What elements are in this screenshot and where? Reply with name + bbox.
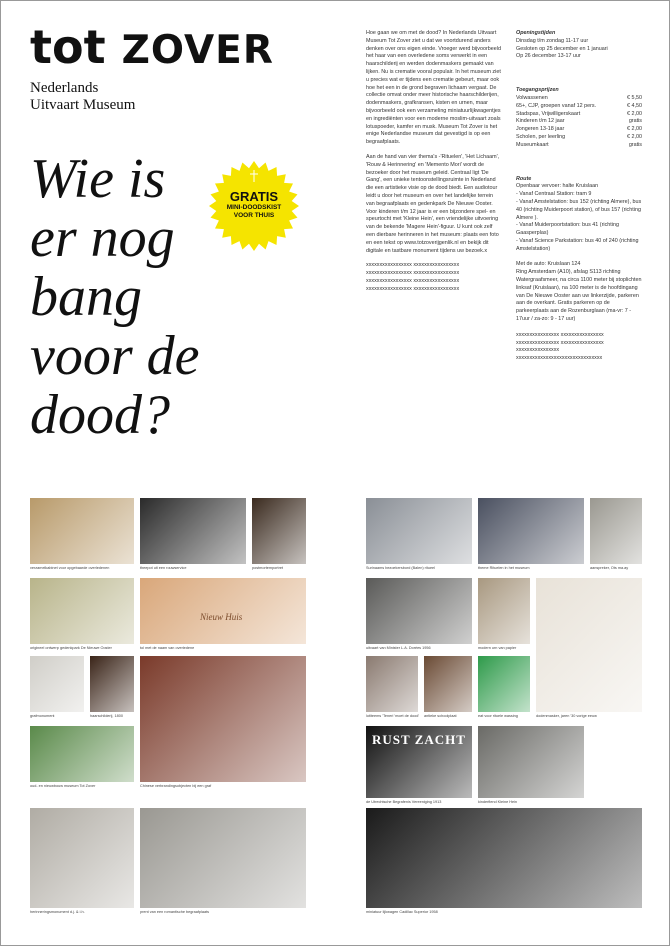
photo-p4 bbox=[366, 498, 472, 564]
price-value: € 2,00 bbox=[627, 133, 642, 140]
price-row bbox=[516, 134, 642, 142]
photo-p21 bbox=[30, 808, 134, 908]
price-row bbox=[516, 95, 642, 103]
photo-caption: miniatuur lijkwagen Cadillac Superior 1958 bbox=[366, 910, 438, 914]
photo-p18 bbox=[30, 726, 134, 782]
price-row bbox=[516, 118, 642, 126]
photo-caption: origineel ontwerp gedenkpark De Nieuwe Ooster bbox=[30, 646, 112, 650]
gratis-badge[interactable] bbox=[208, 160, 300, 252]
headline-line: er nog bbox=[30, 207, 175, 269]
photo-caption: Surinaams bezoekersbord (Balen) ritueel bbox=[366, 566, 436, 570]
photo-caption: antieke schoolplaat bbox=[424, 714, 457, 718]
price-value: € 5,50 bbox=[627, 94, 642, 101]
opening-section bbox=[516, 30, 642, 61]
subtitle-line2: Uitvaart Museum bbox=[30, 97, 136, 113]
photo-caption: oud- en nieuwbouw museum Tot Zover bbox=[30, 784, 96, 788]
photo-caption: grafmonument bbox=[30, 714, 55, 718]
photo-caption: kinderfiend Kleine Hein bbox=[478, 800, 518, 804]
badge-line3: VOOR THUIS bbox=[233, 212, 275, 219]
photo-p12 bbox=[30, 656, 84, 712]
badge-line2: MINI-DOODSKIST bbox=[226, 204, 282, 211]
price-row bbox=[516, 111, 642, 119]
prices-section bbox=[516, 87, 642, 149]
intro-paragraph: Hoe gaan we om met de dood? In Nederlands Uitvaart Museum Tot Zover ziet u dat we voortdurend anders denken over ons eigen einde. Vroeger werd bijvoorbeeld het haar van een overledene soms verwerkt in een haarschilderij en werden dodenmaskers gemaakt van lijken. Nu is crematie vooral populair. In het museum ziet u precies wat er tijdens een crematie gebeurt, maar ook hoe het een in de grond begraven lichaam vergaat. De collectie omvat onder meer historische haarschilderijen, dodenmaskers, grafkransen, kisten en urnen, maar bijvoorbeeld ook een verzameling miniatuurlijkwagentjes en ingrediënten voor een moderne moslim-uitvaart zoals lotuspoeder, kamfer en musk. Museum Tot Zover is het enige Nederlandse museum dat gevestigd is op een begraafplaats. bbox=[366, 30, 501, 146]
photo-p17 bbox=[478, 656, 530, 712]
photo-p14 bbox=[140, 656, 306, 782]
price-value: gratis bbox=[628, 118, 642, 125]
route-line: Openbaar vervoer: halte Kruislaan bbox=[516, 183, 599, 190]
photo-caption: postmortemportret bbox=[252, 566, 284, 570]
logo bbox=[30, 22, 274, 76]
route-line: - Vanaf Amstelstation: bus 152 (richting Almere), bus 40 (richting Muiderpoort station), of bus 157 (richting Almere ). bbox=[516, 198, 642, 221]
price-label: Scholen, per leerling bbox=[516, 133, 566, 140]
price-value: € 2,00 bbox=[627, 126, 642, 133]
photo-p8 bbox=[140, 578, 306, 644]
photo-caption: de Utrechtsche Begrafenis Vereeniging 1913 bbox=[366, 800, 442, 804]
route-line bbox=[516, 254, 642, 262]
intro-paragraph: Aan de hand van vier thema's -'Rituelen', 'Het Lichaam', 'Rouw & Herinnering' en 'Memento Mori' wordt de bezoeker door het museum geleid. Centraal ligt 'De Gang', een unieke tentoonstellingsruimte in Nederland die een artistieke visie op de dood biedt. Een audiotour leidt u door het museum en over het landelijke terrein van begraafplaats en gedenkpark De Nieuwe Ooster. Voor kinderen t/m 12 jaar is er een bijzondere spel- en speurtocht met 'Kleine Hein', een vriendelijke uitvoering van de bekende 'Magere Hein'-figuur. U kunt ook zelf een dierbare herinneren in het museum: plaats een foto en een tekst op www.totzoverijgenlik.nl en bekijk dit digitale en tastbare monument tijdens uw bezoek.x bbox=[366, 153, 500, 254]
info-column bbox=[516, 30, 642, 377]
photo-p16 bbox=[424, 656, 472, 712]
top-label: Nieuw Huis bbox=[200, 612, 243, 622]
route-section bbox=[516, 176, 642, 363]
filler-line: xxxxxxxxxxxxxxxx bbox=[516, 347, 560, 354]
photo-caption: Chinese verbrandingsobjecten bij een graf bbox=[140, 784, 212, 788]
photo-p22 bbox=[140, 808, 306, 908]
price-label: Volwassenen bbox=[516, 94, 548, 101]
photo-caption: dodenmasker, jaren '30 vorige eeuw bbox=[536, 714, 597, 718]
route-line: Ring Amsterdam (A10), afslag S113 richting Watergraafsmeer, na circa 1100 meter bij stoplichten linksaf (Kruislaan), na 100 meter is de hoofdingang van De Nieuwe Ooster aan uw linkerzijde, parkeren aan de overkant. Gratis parkeren op de parkeerplaats aan de Rozenburglaan (ma-vr: 7 - 17uur / za-zo: 9 - 17 uur) bbox=[516, 269, 642, 322]
photo-caption: lotiteems 'Teneri 'moet de dood' bbox=[366, 714, 420, 718]
photo-p20 bbox=[478, 726, 584, 798]
filler-line: xxxxxxxxxxxxxxxxx xxxxxxxxxxxxxxxxx bbox=[366, 262, 460, 269]
photo-p6 bbox=[590, 498, 642, 564]
rust-zacht-label: RUST ZACHT bbox=[372, 732, 466, 747]
photo-p9 bbox=[366, 578, 472, 644]
photo-caption: haarschilderij, 1800 bbox=[90, 714, 123, 718]
price-row bbox=[516, 103, 642, 111]
photo-caption: tol met de naam van overledene bbox=[140, 646, 195, 650]
photo-p3 bbox=[252, 498, 306, 564]
badge-title: GRATIS bbox=[229, 189, 279, 204]
route-line: - Vanaf Centraal Station: tram 9 bbox=[516, 191, 592, 198]
opening-line: Op 26 december 13-17 uur bbox=[516, 53, 581, 60]
prices-heading: Toegangsprijzen bbox=[516, 87, 559, 94]
route-line: - Vanaf Science Parkstation: bus 40 of 240 (richting Amstelstation) bbox=[516, 237, 639, 252]
route-line: - Vanaf Muiderpoortstation: bus 41 (richting Gaasperplas) bbox=[516, 222, 619, 237]
subtitle bbox=[30, 80, 135, 114]
price-label: Museumkaart bbox=[516, 141, 549, 148]
filler-line: xxxxxxxxxxxxxxxxx xxxxxxxxxxxxxxxxx bbox=[366, 285, 460, 292]
price-row bbox=[516, 126, 642, 134]
photo-p5 bbox=[478, 498, 584, 564]
photo-caption: eat voor rituele wassing bbox=[478, 714, 518, 718]
photo-p23 bbox=[366, 808, 642, 908]
headline-line: dood? bbox=[30, 384, 170, 446]
photo-caption: aanspreker, Ots ma.ay bbox=[590, 566, 629, 570]
photo-p15 bbox=[366, 656, 418, 712]
photo-caption: theepot uit een rouwservice bbox=[140, 566, 187, 570]
photo-caption: theme Rituelen in het museum bbox=[478, 566, 530, 570]
price-label: 65+, CJP, groepen vanaf 12 pers. bbox=[516, 102, 597, 109]
price-value: gratis bbox=[628, 141, 642, 148]
filler-line: xxxxxxxxxxxxxxxxx xxxxxxxxxxxxxxxxx bbox=[366, 270, 460, 277]
photo-caption: uitvaart van Minister L.A. Dorées 1956 bbox=[366, 646, 431, 650]
photo-p13 bbox=[90, 656, 134, 712]
photo-p10 bbox=[478, 578, 530, 644]
price-row bbox=[516, 142, 642, 150]
logo-zover: ZOVER bbox=[121, 28, 274, 73]
headline-line: voor de bbox=[30, 325, 200, 387]
price-label: Kinderen t/m 12 jaar bbox=[516, 118, 565, 125]
opening-line: Gesloten op 25 december en 1 januari bbox=[516, 45, 608, 52]
intro-column bbox=[366, 30, 502, 294]
photo-caption: modern urn van papier bbox=[478, 646, 517, 650]
price-value: € 4,50 bbox=[627, 102, 642, 109]
headline-line: Wie is bbox=[30, 148, 166, 210]
opening-line: Dinsdag t/m zondag 11-17 uur bbox=[516, 37, 589, 44]
price-value: € 2,00 bbox=[627, 110, 642, 117]
headline-line: bang bbox=[30, 266, 142, 328]
subtitle-line1: Nederlands bbox=[30, 80, 99, 96]
price-label: Jongeren 13-18 jaar bbox=[516, 126, 565, 133]
filler-line: xxxxxxxxxxxxxxxxx xxxxxxxxxxxxxxxxx bbox=[366, 277, 460, 284]
photo-p7 bbox=[30, 578, 134, 644]
photo-caption: herinneringsmonument d.j. & i.h. bbox=[30, 910, 85, 914]
opening-heading: Openingstijden bbox=[516, 30, 556, 36]
photo-caption: prent van een romantische begraafplaats bbox=[140, 910, 210, 914]
route-line: Met de auto: Kruislaan 124 bbox=[516, 261, 581, 268]
price-label: Stadspas, Vrijwilligerskaart bbox=[516, 110, 581, 117]
photo-p2 bbox=[140, 498, 246, 564]
filler-line: xxxxxxxxxxxxxxxx xxxxxxxxxxxxxxxx bbox=[516, 339, 604, 346]
logo-tot: tot bbox=[30, 20, 106, 74]
filler-line: xxxxxxxxxxxxxxxxxxxxxxxxxxxxxxxx bbox=[516, 355, 603, 362]
photo-p1 bbox=[30, 498, 134, 564]
route-heading: Route bbox=[516, 175, 532, 182]
photo-caption: verzamelkabinet voor opgebaarde overledenen bbox=[30, 566, 110, 570]
photo-p11 bbox=[536, 578, 642, 712]
filler-line: xxxxxxxxxxxxxxxx xxxxxxxxxxxxxxxx bbox=[516, 331, 604, 338]
